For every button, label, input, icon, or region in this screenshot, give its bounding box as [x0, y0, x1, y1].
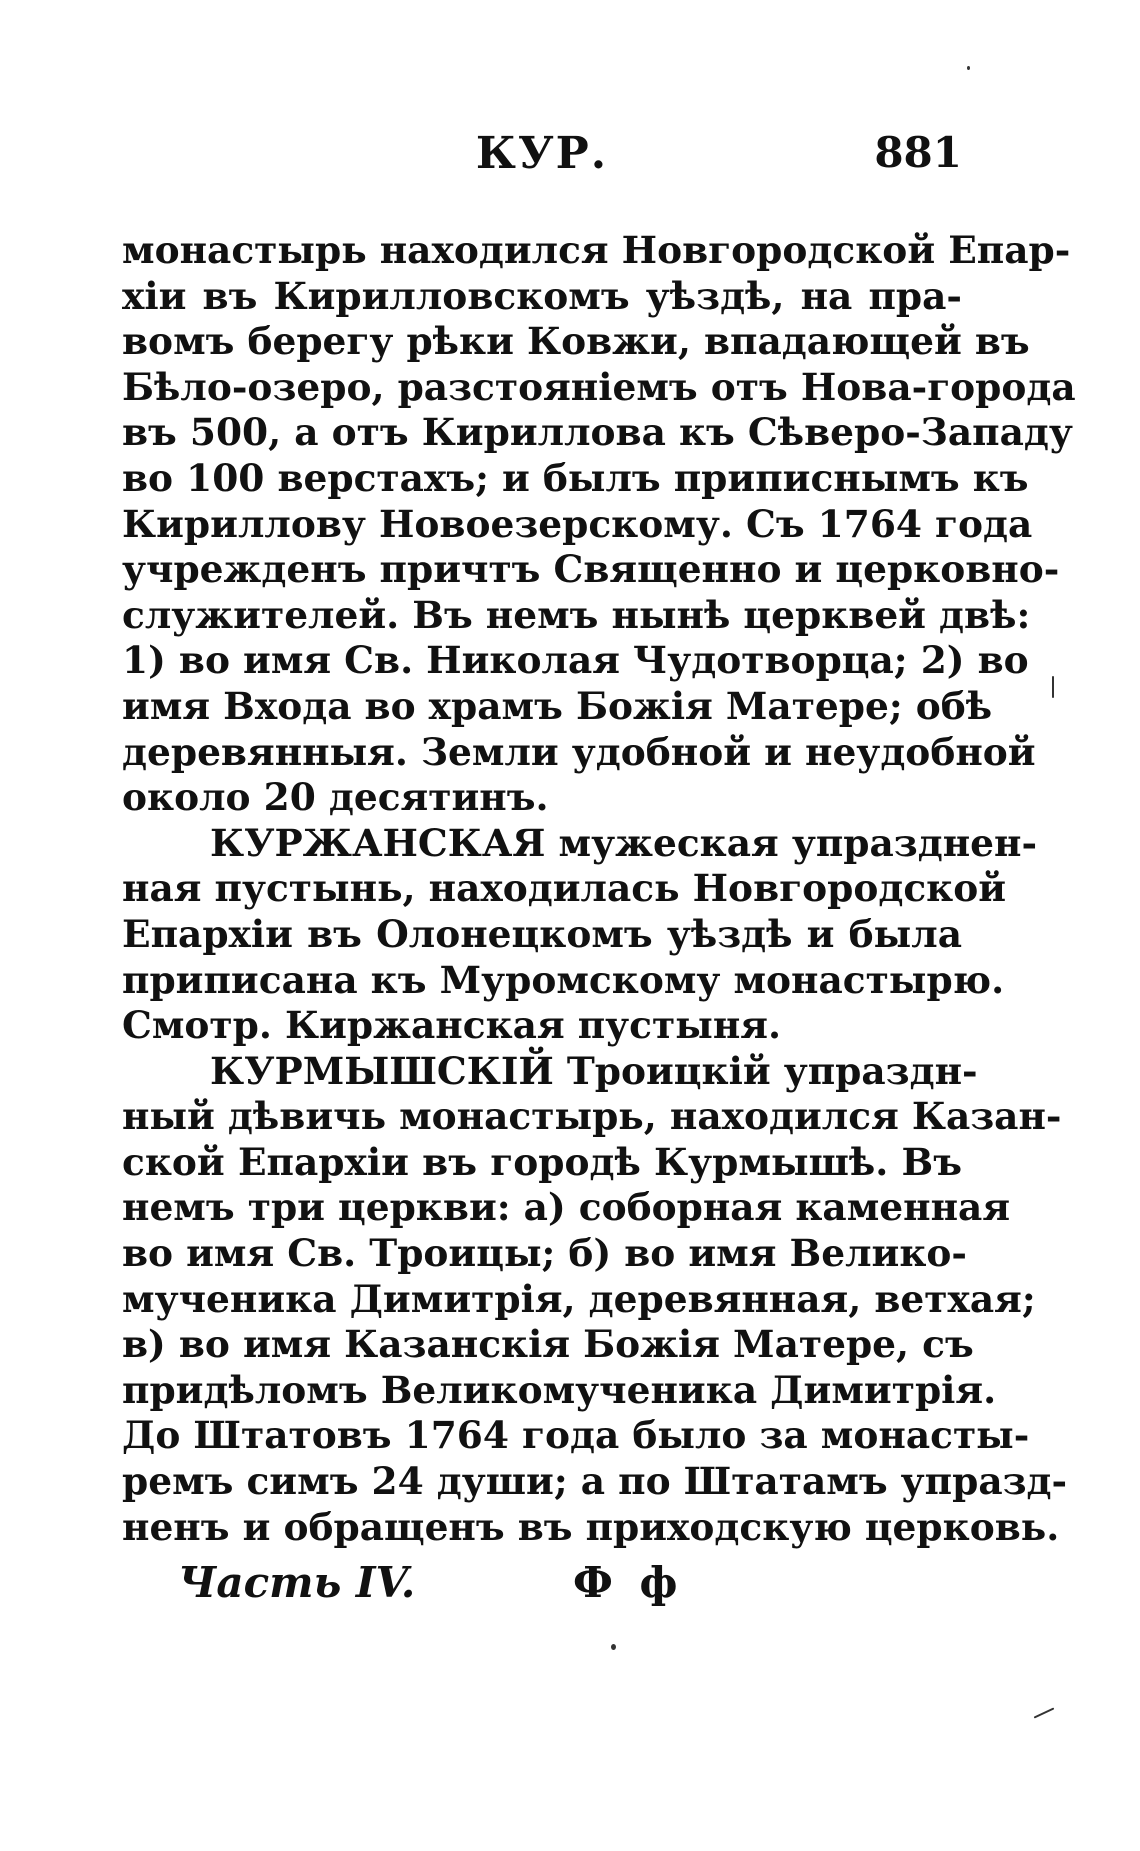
text-line: придѣломъ Великомученика Димитрія.: [122, 1367, 997, 1412]
text-line: во 100 верстахъ; и былъ приписнымъ къ: [122, 455, 1029, 500]
part-label: Часть IV.: [178, 1558, 416, 1607]
text-line: монастырь находился Новгородской Епар-: [122, 228, 1071, 272]
body-text: [122, 228, 1076, 1550]
text-line: Смотр. Киржанская пустыня.: [122, 1003, 782, 1048]
text-line: во имя Св. Троицы; б) во имя Велико-: [122, 1231, 967, 1276]
signature-mark: Ф ф: [573, 1558, 684, 1607]
text-line: ный дѣвичь монастырь, находился Казан-: [122, 1094, 1062, 1139]
text-line: служителей. Въ немъ нынѣ церквей двѣ:: [122, 592, 1031, 637]
text-line: ная пустынь, находилась Новгородской: [122, 866, 1007, 911]
text-line: около 20 десятинъ.: [122, 775, 549, 820]
text-line: въ 500, а отъ Кириллова къ Сѣверо-Западу: [122, 410, 1073, 455]
running-head: КУР.: [475, 128, 609, 179]
text-line: деревянныя. Земли удобной и неудобной: [122, 729, 1036, 774]
page-header: [122, 128, 962, 188]
text-line: вомъ берегу рѣки Ковжи, впадающей въ: [122, 319, 1030, 364]
text-line: ской Епархіи въ городѣ Курмышѣ. Въ: [122, 1139, 962, 1184]
scan-speck: [1034, 1707, 1055, 1718]
text-line: Епархіи въ Олонецкомъ уѣздѣ и была: [122, 911, 962, 956]
text-line: До Штатовъ 1764 года было за монасты-: [122, 1413, 1030, 1458]
text-line: Бѣло-озеро, разстояніемъ отъ Нова-города: [122, 364, 1076, 409]
scan-speck: [1052, 676, 1054, 698]
text-line: 1) во имя Св. Николая Чудотворца; 2) во: [122, 638, 1029, 683]
text-line: ремъ симъ 24 души; а по Штатамъ упразд-: [122, 1459, 1068, 1504]
text-line: КУРМЫШСКІЙ Троицкій упраздн-: [210, 1048, 978, 1093]
text-line: учрежденъ причтъ Священно и церковно-: [122, 547, 1060, 592]
text-line: Кириллову Новоезерскому. Съ 1764 года: [122, 501, 1033, 546]
text-line: ненъ и обращенъ въ приходскую церковь.: [122, 1504, 1060, 1549]
text-line: имя Входа во храмъ Божія Матере; обѣ: [122, 683, 993, 728]
text-line: немъ три церкви: а) соборная каменная: [122, 1185, 1011, 1230]
text-line: КУРЖАНСКАЯ мужеская упразднен-: [210, 820, 1038, 865]
text-line: приписана къ Муромскому монастырю.: [122, 957, 1005, 1002]
text-line: мученика Димитрія, деревянная, ветхая;: [122, 1276, 1036, 1321]
page-number: 881: [874, 128, 962, 177]
scan-speck: [967, 66, 970, 70]
page-footer: [178, 1558, 698, 1618]
text-line: в) во имя Казанскія Божія Матере, съ: [122, 1322, 974, 1367]
text-line: хіи въ Кирилловскомъ уѣздѣ, на пра-: [122, 273, 962, 318]
scan-speck: [611, 1644, 616, 1650]
